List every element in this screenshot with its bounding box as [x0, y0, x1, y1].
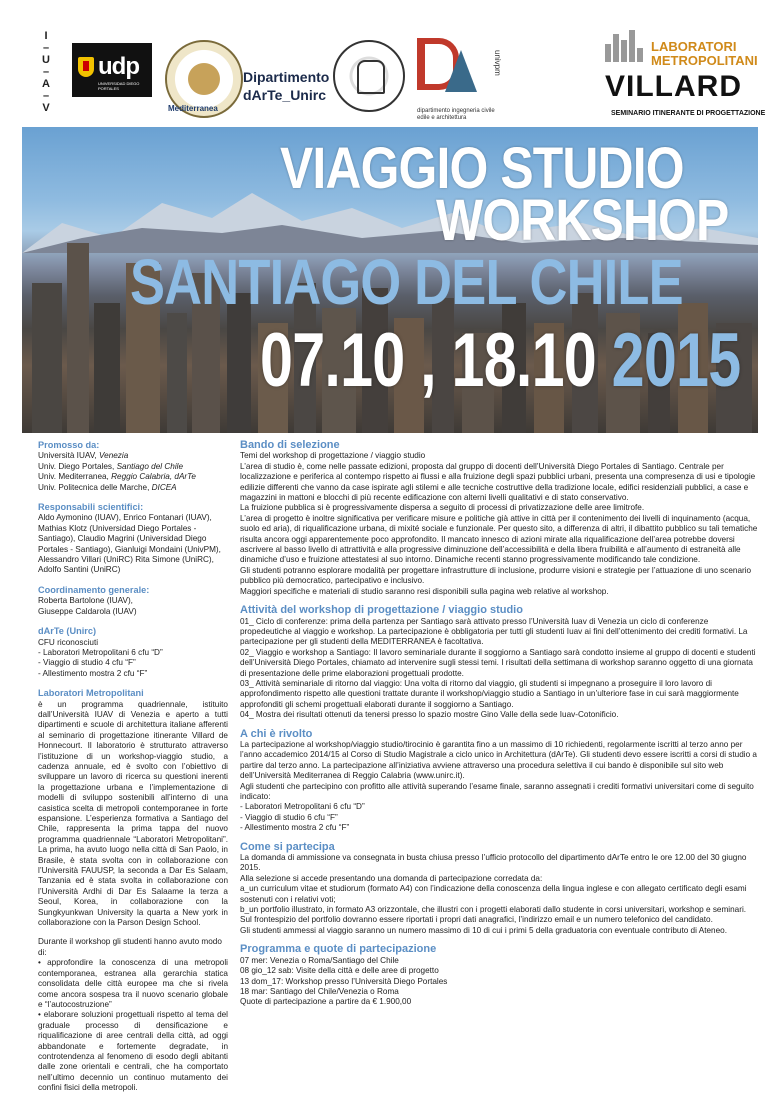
dipartimento-logo [243, 68, 329, 104]
attivita-line: 02_ Viaggio e workshop a Santiago: Il lavoro seminariale durante il soggiorno a Santiago sarà condotto insieme al gruppo di docenti e studenti dell’Università Diego Portales, chiamato ad intervenire sugli stessi temi. I risultati della settimana di workshop saranno oggetto di una giornata di presentazione delle prime elaborazioni progettuali prodotte. [240, 647, 756, 678]
achi-line: La partecipazione al workshop/viaggio studio/tirocinio è garantita fino a un massimo di 10 richiedenti, regolarmente iscritti al terzo anno per l’anno accademico 2014/15 al Corso di Studio Magistrale a ciclo unico in Architettura (dArTe). Gli studenti devo essere iscritti a corsi di studio a partire dal terzo anno. La partecipazione all’iniziativa avviene attraverso una procedura selettiva il cui bando è disponibile sul sito web dell’Università Mediterranea di Reggio Calabria (www.unirc.it). [240, 739, 757, 781]
come-line: Gli studenti ammessi al viaggio saranno un numero massimo di 10 di cui i primi 5 della graduatoria con eventuale contributo di Ateneo. [240, 925, 727, 935]
promosso-place: DICEA [151, 482, 177, 492]
villard-tagline: SEMINARIO ITINERANTE DI PROGETTAZIONE [611, 110, 766, 117]
responsabili-text: Aldo Aymonino (IUAV), Enrico Fontanari (IUAV), Mathias Klotz (Universidad Diego Portales - Santiago), Claudio Magrini (Universidad Diego Portales - Santiago), Gianluigi Mondaini (UnivPM), Alessandro Villari (UniRC) Rita Simone (UniRC), Adolfo Santini (UniRC) [38, 513, 221, 575]
promosso-place: Venezia [98, 451, 129, 461]
programma-line: 08 gio_12 sab: Visite della città e delle aree di progetto [240, 966, 439, 976]
right-column [240, 440, 760, 1008]
iuav-separator: – [42, 90, 50, 102]
reggio-seal-label: Mediterranea [168, 104, 218, 113]
workshop-intro: Durante il workshop gli studenti hanno avuto modo di: [38, 937, 222, 957]
darte-heading: dArTe (Unirc) [38, 626, 97, 637]
udp-logo-subtitle: UNIVERSIDAD DIEGO PORTALES [98, 81, 140, 91]
dipartimento-line: Dipartimento [243, 69, 330, 85]
laboratori-title [651, 40, 758, 68]
attivita-line: 03_ Attività seminariale di ritorno dal viaggio: Una volta di ritorno dal viaggio, gli studenti si impegnano a proseguire il loro lavoro di approfondimento rispetto alle questioni trattate durante il workshop/viaggio studio a Santiago in un’ulteriore fase in cui sarà maggiormente approfonditi gli schemi progettuali elaborati durante il soggiorno a Santiago. [240, 678, 739, 709]
hero-title-line2: WORKSHOP [436, 188, 729, 253]
left-column [38, 440, 228, 1094]
univpm-label: univpm [493, 50, 502, 76]
promosso-line [38, 451, 228, 461]
iuav-letter: V [42, 102, 50, 114]
bando-line: L’area di progetto è inoltre significativa per verificare misure e politiche già attive in città per il contenimento dei livelli di inquinamento (acqua, suolo ed aria), di riqualificazione urbana, di mixité sociale e funzionale. Per questo sito, a differenza di altri, il dibattito pubblico su tali tematiche risulta ancora oggi apparentemente poco approfondito. Il mancato innesco di azioni mirate alla riqualificazione dell’area potrebbe doversi ascrivere al basso livello di attrattività e alla progressive diminuzione dell’accessibilità e della libera fruibilità e all’aumento di estraneità alle dinamiche d’uso e fruizione attestatesi al suo intorno. Dinamiche recenti stanno progressivamente modificando tale condizione. [240, 513, 758, 565]
darte-line: CFU riconosciuti [38, 637, 99, 647]
iuav-letter: U [42, 54, 50, 66]
programma-line: 13 dom_17: Workshop presso l’Università Diego Portales [240, 976, 448, 986]
achi-heading: A chi è rivolto [240, 727, 313, 740]
hero-year: 2015 [611, 318, 741, 403]
promosso-name: Univ. Politecnica delle Marche, [38, 482, 152, 492]
dicea-logo [417, 38, 495, 121]
bando-line: Gli studenti potranno esplorare modalità per progettare infrastrutture di inclusione, produrre visioni e strategie per l’attuazione di uno scenario pubblico più democratico, partecipativo e inclusivo. [240, 565, 752, 586]
iuav-letter: A [42, 78, 50, 90]
iuav-separator: – [42, 42, 50, 54]
iuav-letter: I [44, 30, 48, 42]
attivita-line: 01_ Ciclo di conferenze: prima della partenza per Santiago sarà attivato presso l’Università Iuav di Venezia un ciclo di conferenze propedeutiche al viaggio e workshop. La partecipazione è obbligatoria per tutti gli studenti Iuav ai fini dell’ottenimento dei crediti formativi. La partecipazione per gli studenti della MEDITERRANEA è facoltativa. [240, 616, 748, 647]
hero-dates [260, 317, 740, 404]
promosso-place: Reggio Calabria, dArTe [111, 472, 196, 482]
programma-heading: Programma e quote di partecipazione [240, 943, 437, 956]
dicea-a-shape-icon [445, 50, 477, 92]
dicea-logo-text: dipartimento ingegneria civile edile e architettura [417, 108, 495, 121]
attivita-line: 04_ Mostra dei risultati ottenuti da tenersi presso lo spazio mostre Gino Valle della sede Iuav-Cotonificio. [240, 710, 619, 720]
promosso-place: Santiago del Chile [116, 461, 184, 471]
hero-title-line1: VIAGGIO STUDIO [280, 136, 684, 201]
bando-heading: Bando di selezione [240, 439, 340, 451]
villard-wordmark: VILLARD [605, 70, 742, 103]
hero-title-location: SANTIAGO DEL CHILE [130, 246, 683, 318]
hero-dates-range: 07.10 , 18.10 [260, 318, 596, 403]
promosso-line [38, 462, 228, 472]
promosso-name: Univ. Mediterranea, [38, 472, 112, 482]
coordinamento-line: Giuseppe Caldarola (IUAV) [38, 606, 137, 616]
dipartimento-line: dArTe_Unirc [243, 87, 326, 103]
workshop-bullet: • approfondire la conoscenza di una metropoli contemporanea, estranea alla gerarchia statica consolidata delle città europee ma che si rivela come ancora sospesa tra il nuovo scenario globale e “l’autocostruzione” [38, 958, 228, 1009]
bando-line: La fruizione pubblica si è progressivamente dispersa a seguito di processi di privatizzazione delle aree limitrofe. [240, 503, 645, 513]
achi-line: Agli studenti che partecipino con profitto alle attività superando l’esame finale, saranno assegnati i crediti formativi universitari come di seguito indicato: [240, 781, 754, 801]
bando-line: Temi del workshop di progettazione / viaggio studio [240, 451, 426, 461]
promosso-line [38, 483, 228, 493]
achi-line: - Viaggio di studio 6 cfu “F” [240, 812, 338, 822]
promosso-heading: Promosso da: [38, 440, 100, 450]
udp-shield-icon [78, 57, 94, 77]
coordinamento-line: Roberta Bartolone (IUAV), [38, 596, 133, 606]
iuav-separator: – [42, 66, 50, 78]
laboratori-heading: Laboratori Metropolitani [38, 688, 144, 699]
darte-line: - Viaggio di studio 4 cfu “F” [38, 658, 136, 668]
come-line: Sul frontespizio del portfolio dovranno essere riportati i propri dati anagrafici, l’indirizzo email e un numero telefonico del candidato. [240, 915, 713, 925]
attivita-heading: Attività del workshop di progettazione / viaggio studio [240, 604, 523, 617]
bando-line: L’area di studio è, come nelle passate edizioni, proposta dal gruppo di docenti dell’Università Diego Portales di Santiago. Centrale per localizzazione e periferica al contempo rispetto ai flussi e alla fruizione degli spazi pubblici urbani, presenta una compresenza di usi e tipologie edilizie differenti che vanno da case ispirate agli stilemi e alle tecniche costruttive della tradizione locale, edifici residenziali pubblici, a case e magazzini in mattoni e blocchi di più recente edificazione con alterni livelli qualitativi e di stato conservativo. [240, 461, 756, 503]
iuav-logo [38, 30, 54, 114]
udp-logo-text: udp [98, 53, 139, 80]
darte-line: - Laboratori Metropolitani 6 cfu “D” [38, 647, 163, 657]
programma-line: 18 mar: Santiago del Chile/Venezia o Roma [240, 986, 399, 996]
come-line: La domanda di ammissione va consegnata in busta chiusa presso l’ufficio protocollo del dipartimento dArTe entro le ore 12.00 del 30 giugno 2015. [240, 853, 747, 873]
promosso-line [38, 472, 228, 482]
come-heading: Come si partecipa [240, 840, 335, 853]
achi-line: - Laboratori Metropolitani 6 cfu “D” [240, 802, 365, 812]
hero-cityscape-image [22, 127, 758, 433]
come-line: b_un portfolio illustrato, in formato A3 orizzontale, che illustri con i progetti elaborati dallo studente in corsi universitari, workshop e seminari. [240, 905, 747, 915]
udp-logo [72, 43, 152, 97]
politecnica-marche-seal-icon [333, 40, 405, 112]
responsabili-heading: Responsabili scientifici: [38, 502, 144, 513]
laboratori-line1: LABORATORI [651, 39, 737, 54]
come-line: a_un curriculum vitae et studiorum (formato A4) con l’indicazione della conoscenza della lingua inglese e con allegato certificato degli esami sostenuti con i relativi voti; [240, 884, 747, 904]
skyline-bars-icon [605, 30, 645, 62]
coordinamento-heading: Coordinamento generale: [38, 584, 150, 595]
workshop-bullet: • elaborare soluzioni progettuali rispetto al tema del graduale processo di densificazione e riqualificazione di aree centrali della città, ad oggi abbandonate e fortemente degradate, in controtendenza al fenomeno di esodo degli abitanti dalle zone orientali e centrali, che ha comportato nell’ultimo decennio un continuo mutamento dei confini fisici della metropoli. [38, 1010, 228, 1093]
darte-line: - Allestimento mostra 2 cfu “F” [38, 668, 148, 678]
achi-line: - Allestimento mostra 2 cfu “F” [240, 823, 350, 833]
bando-line: Maggiori specifiche e materiali di studio saranno resi disponibili sulla pagina web relative al workshop. [240, 586, 609, 596]
promosso-name: Univ. Diego Portales, [38, 461, 117, 471]
come-line: Alla selezione si accede presentando una domanda di partecipazione corredata da: [240, 873, 543, 883]
promosso-name: Università IUAV, [38, 451, 99, 461]
programma-line: 07 mer: Venezia o Roma/Santiago del Chile [240, 955, 399, 965]
programma-line: Quote di partecipazione a partire da € 1.900,00 [240, 997, 412, 1007]
laboratori-paragraph: è un programma quadriennale, istituito dall’Università IUAV di Venezia e aperto a tutti dipartimenti e scuole di architettura italiane afferenti al seminario di progettazione itinerante Villard de Honnecourt. Il laboratorio è strutturato attraverso l’istituzione di un workshop-viaggio studio, a cadenza annuale, ed è svolto con l’obiettivo di sviluppare un lavoro di ricerca su questioni inerenti la progettazione urbana e l’implementazione di modelli di sviluppo sostenibili all’interno di una casistica scelta di metropoli contemporanee in forte espansione. L’esperienza formativa a Santiago del Chile, rappresenta la prima tappa del nuovo programma quadriennale “Laboratori Metropolitani”. La prima, ha avuto luogo nella città di San Paolo, in Brasile, è stata svolta con in collaborazione con l’Università FAUUSP, la seconda a Dar Es Salaam, Tanzania ed è stata svolta in collaborazione con l’Università Ardhi di Dar Es Salaame la terza a Seoul, Korea, in collaborazione con la Sungkyunkwan University la quarta a New york in collaborazione con la Parson Design School. [38, 699, 228, 928]
laboratori-line2: METROPOLITANI [651, 53, 758, 68]
